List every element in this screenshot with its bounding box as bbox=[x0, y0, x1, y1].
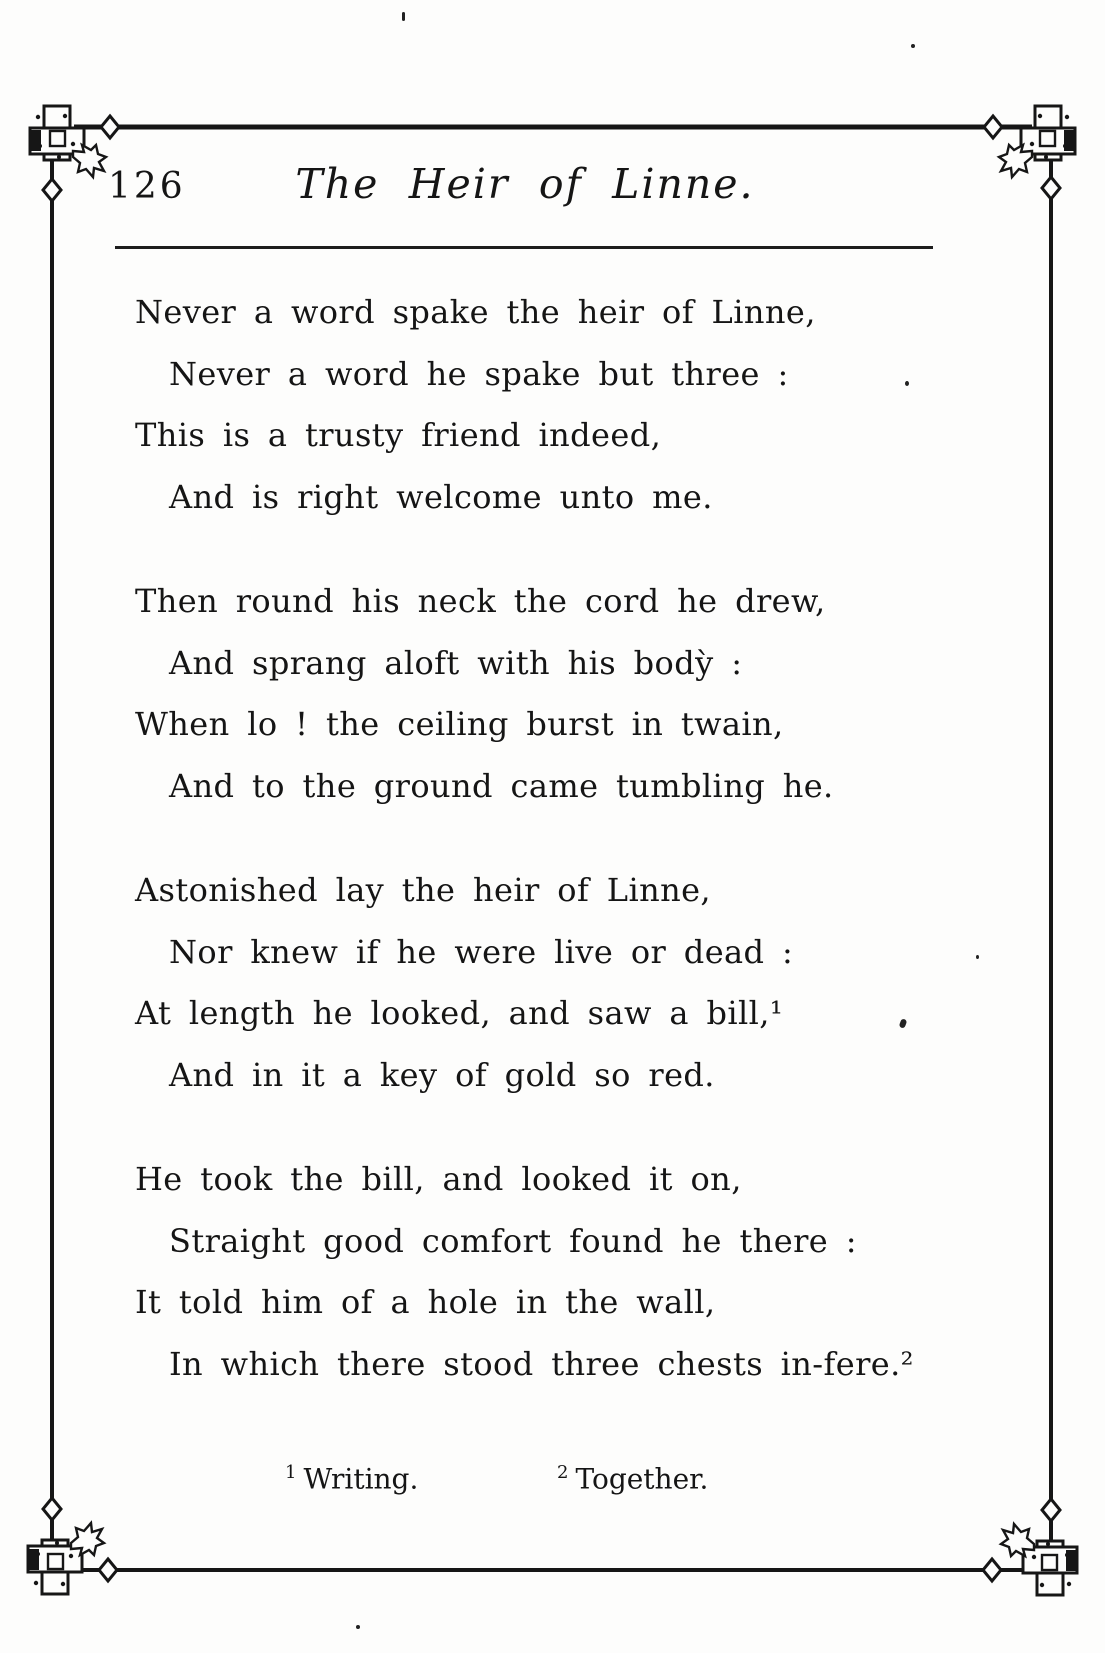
corner-cross-ornament bbox=[30, 106, 106, 177]
poem-line: When lo ! the ceiling burst in twain, bbox=[135, 705, 784, 743]
poem-line: Then round his neck the cord he drew, bbox=[135, 582, 826, 620]
corner-cross-ornament bbox=[999, 106, 1075, 177]
stanza bbox=[135, 1149, 995, 1395]
footnote-marker: 1 bbox=[285, 1462, 297, 1483]
poem-line: In which there stood three chests in-fere.² bbox=[169, 1344, 914, 1383]
header-rule bbox=[115, 246, 933, 249]
footnote-text: Writing. bbox=[303, 1462, 419, 1496]
poem-line: He took the bill, and looked it on, bbox=[135, 1160, 742, 1198]
poem-line: It told him of a hole in the wall, bbox=[135, 1283, 716, 1321]
page-number: 126 bbox=[108, 166, 186, 207]
scan-speck bbox=[911, 44, 915, 48]
poem-line: At length he looked, and saw a bill,¹ bbox=[135, 994, 784, 1032]
poem-line: And to the ground came tumbling he. bbox=[169, 766, 834, 805]
diamond-ornament bbox=[983, 1559, 1001, 1581]
diamond-ornament bbox=[99, 1559, 117, 1581]
corner-cross-ornament bbox=[28, 1523, 104, 1594]
poem-line: And in it a key of gold so red. bbox=[169, 1055, 715, 1094]
corner-cross-ornament bbox=[1001, 1524, 1077, 1595]
stanza bbox=[135, 571, 995, 817]
diamond-ornament bbox=[101, 116, 119, 138]
scan-speck bbox=[905, 381, 909, 386]
scan-speck bbox=[402, 12, 405, 21]
footnotes bbox=[0, 1462, 1105, 1522]
stanza bbox=[135, 282, 995, 528]
diamond-ornament bbox=[43, 179, 61, 201]
poem-line: Never a word he spake but three : bbox=[169, 354, 789, 393]
diamond-ornament bbox=[984, 116, 1002, 138]
scan-speck bbox=[356, 1625, 360, 1629]
scan-speck bbox=[976, 955, 979, 959]
page-title: The Heir of Linne. bbox=[295, 160, 755, 208]
footnote-marker: 2 bbox=[557, 1462, 569, 1483]
stanza bbox=[135, 860, 995, 1106]
poem-line: This is a trusty friend indeed, bbox=[135, 416, 662, 454]
footnote-writing bbox=[285, 1462, 418, 1495]
poem-line: Never a word spake the heir of Linne, bbox=[135, 293, 816, 331]
footnote-together bbox=[557, 1462, 708, 1495]
poem-line: And sprang aloft with his bodỳ : bbox=[169, 643, 743, 682]
poem-line: And is right welcome unto me. bbox=[169, 477, 713, 516]
poem-line: Nor knew if he were live or dead : bbox=[169, 932, 794, 971]
diamond-ornament bbox=[1042, 177, 1060, 199]
poem-line: Astonished lay the heir of Linne, bbox=[135, 871, 712, 909]
poem bbox=[135, 282, 995, 1438]
footnote-text: Together. bbox=[575, 1462, 709, 1496]
poem-line: Straight good comfort found he there : bbox=[169, 1221, 857, 1260]
